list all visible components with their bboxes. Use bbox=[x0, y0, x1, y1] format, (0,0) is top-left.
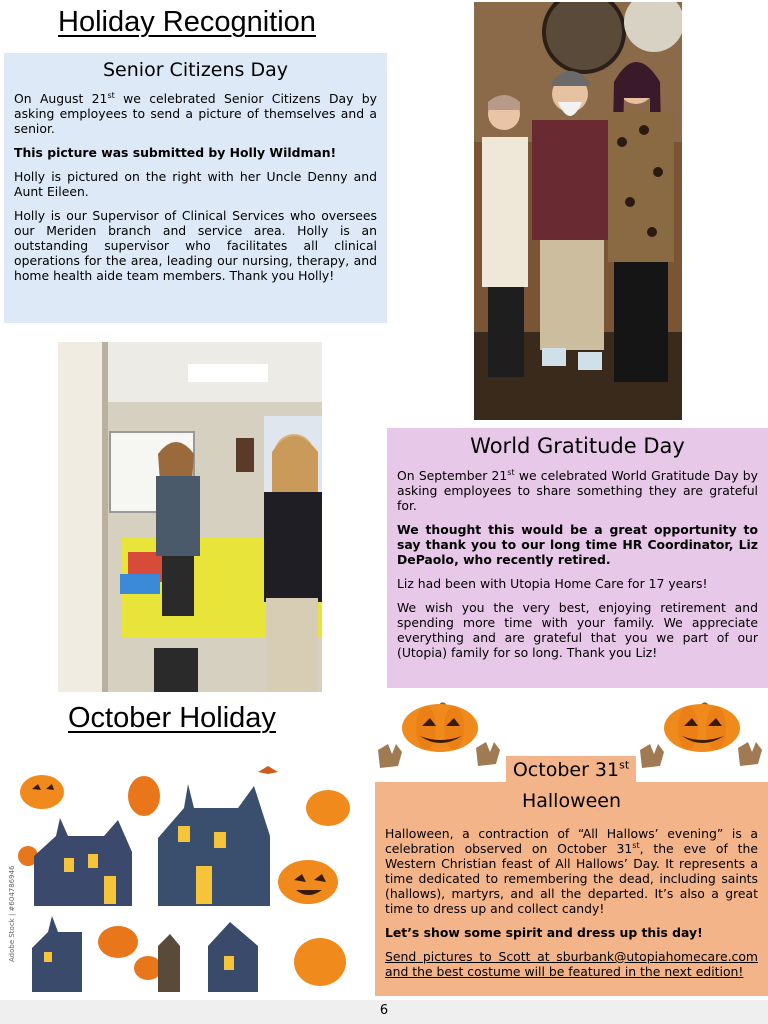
page-footer bbox=[0, 1000, 768, 1024]
october-title: October Holiday bbox=[68, 702, 276, 734]
gratitude-paragraph-2: We thought this would be a great opportunity to say thank you to our long time HR Coordinator, Liz DePaolo, who recently retired. bbox=[397, 522, 758, 567]
gratitude-paragraph-3: Liz had been with Utopia Home Care for 17 years! bbox=[397, 576, 708, 591]
senior-citizens-day-box bbox=[4, 53, 387, 323]
page-number: 6 bbox=[379, 1003, 389, 1018]
halloween-paragraph-2: Let’s show some spirit and dress up this day! bbox=[385, 925, 703, 940]
halloween-paragraph-1: Halloween, a contraction of “All Hallows’ evening” is a celebration observed on October 31st, the eve of the Western Christian feast of All Hallows’ Day. It represents a time dedicated to remembering the dead, including saints (hallows), martyrs, and all the departed. It’s also a great time to dress up and collect candy! bbox=[385, 826, 758, 916]
pumpkin-icon bbox=[20, 775, 64, 809]
gratitude-photo bbox=[58, 342, 322, 692]
gratitude-paragraph-4: We wish you the very best, enjoying retirement and spending more time with your family. We appreciate everything and are grateful that you we part of our (Utopia) family for so long. Thank you Liz! bbox=[397, 600, 758, 660]
senior-heading: Senior Citizens Day bbox=[103, 59, 288, 81]
left-pumpkin-decoration bbox=[376, 700, 502, 770]
page-title: Holiday Recognition bbox=[58, 6, 316, 38]
world-gratitude-day-box bbox=[387, 428, 768, 688]
senior-paragraph-2: This picture was submitted by Holly Wildman! bbox=[14, 145, 337, 160]
gratitude-heading: World Gratitude Day bbox=[470, 434, 685, 458]
right-pumpkin-decoration bbox=[638, 700, 764, 770]
halloween-box bbox=[375, 782, 768, 996]
halloween-clipart bbox=[8, 756, 356, 994]
october-date-label: October 31st bbox=[506, 756, 636, 782]
halloween-heading: Halloween bbox=[521, 790, 622, 812]
senior-paragraph-4: Holly is our Supervisor of Clinical Services who oversees our Meriden branch and service area. Holly is an outstanding supervisor who facilitates all clinical operations for the area, leading our nursing, therapy, and home health aide team members. Thank you Holly! bbox=[14, 208, 377, 283]
senior-paragraph-1: On August 21st we celebrated Senior Citizens Day by asking employees to send a picture of themselves and a senior. bbox=[14, 90, 377, 136]
gratitude-paragraph-1: On September 21st we celebrated World Gratitude Day by asking employees to share something they are grateful for. bbox=[397, 467, 758, 513]
halloween-paragraph-3: Send pictures to Scott at sburbank@utopiahomecare.com and the best costume will be featured in the next edition! bbox=[385, 949, 758, 979]
senior-photo bbox=[474, 2, 682, 420]
senior-paragraph-3: Holly is pictured on the right with her Uncle Denny and Aunt Eileen. bbox=[14, 169, 377, 199]
clipart-watermark: Adobe Stock | #604786946 bbox=[8, 865, 16, 962]
